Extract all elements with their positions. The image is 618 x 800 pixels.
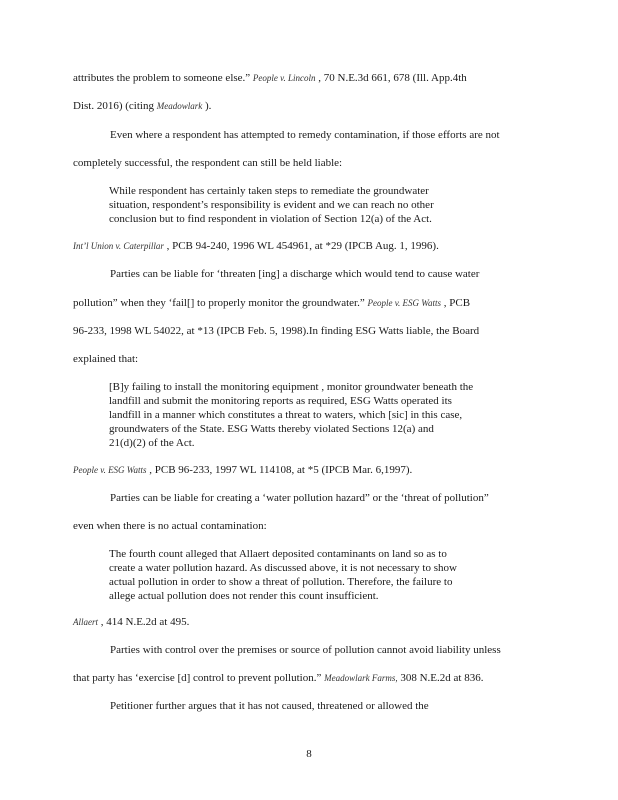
page-number: 8 <box>306 748 312 760</box>
text-line <box>73 72 467 85</box>
case-citation: Meadowlark <box>156 101 203 111</box>
quote-text: conclusion but to find respondent in violation of Section 12(a) of the Act. <box>109 213 432 225</box>
quote-text: create a water pollution hazard. As discussed above, it is not necessary to show <box>109 562 457 574</box>
quote-text: 21(d)(2) of the Act. <box>109 437 195 449</box>
body-text: Parties can be liable for creating a ‘water pollution hazard” or the ‘threat of pollution” <box>110 492 489 504</box>
text-line <box>73 353 138 366</box>
text-line <box>110 700 429 713</box>
text-line <box>73 520 267 533</box>
quote-text: landfill and submit the monitoring reports as required, ESG Watts operated its <box>109 395 452 407</box>
quote-line <box>109 381 473 394</box>
body-text: Petitioner further argues that it has not caused, threatened or allowed the <box>110 700 429 712</box>
body-text: ). <box>204 100 212 112</box>
quote-text: situation, respondent’s responsibility is evident and we can reach no other <box>109 199 434 211</box>
body-text: explained that: <box>73 353 139 365</box>
quote-line <box>109 213 432 226</box>
quote-text: While respondent has certainly taken steps to remediate the groundwater <box>109 185 429 197</box>
body-text: Parties can be liable for ‘threaten [ing] a discharge which would tend to cause water <box>110 268 480 280</box>
quote-text: groundwaters of the State. ESG Watts thereby violated Sections 12(a) and <box>109 423 434 435</box>
quote-text: [B]y failing to install the monitoring equipment , monitor groundwater beneath the <box>109 381 474 393</box>
quote-text: The fourth count alleged that Allaert deposited contaminants on land so as to <box>109 548 447 560</box>
case-citation: Meadowlark Farms, <box>324 673 398 683</box>
quote-text: allege actual pollution does not render this count insufficient. <box>109 590 379 602</box>
quote-line <box>109 409 462 422</box>
quote-text: actual pollution in order to show a threat of pollution. Therefore, the failure to <box>109 576 453 588</box>
case-citation: Allaert <box>73 617 98 627</box>
quote-line <box>109 395 452 408</box>
quote-line <box>109 437 195 450</box>
body-text: completely successful, the respondent can still be held liable: <box>73 157 343 169</box>
body-text: , 70 N.E.3d 661, 678 (Ill. App.4th <box>318 72 467 84</box>
body-text: 308 N.E.2d at 836. <box>400 672 484 684</box>
quote-line <box>109 576 452 589</box>
text-line <box>110 268 479 281</box>
body-text: that party has ‘exercise [d] control to prevent pollution.” <box>73 672 322 684</box>
text-line <box>110 492 489 505</box>
quote-line <box>109 590 379 603</box>
citation-line <box>73 464 412 477</box>
quote-line <box>109 423 434 436</box>
text-line <box>73 100 211 113</box>
quote-line <box>109 199 434 212</box>
text-line <box>73 297 470 310</box>
body-text: , PCB <box>443 297 471 309</box>
body-text: even when there is no actual contamination: <box>73 520 267 532</box>
body-text: pollution” when they ‘fail[] to properly monitor the groundwater.” <box>73 297 365 309</box>
body-text: Dist. 2016) (citing <box>73 100 154 112</box>
case-citation: Int’l Union v. Caterpillar <box>73 241 164 251</box>
text-line <box>110 644 501 657</box>
case-citation: People v. Lincoln <box>252 73 316 83</box>
body-text: Parties with control over the premises or source of pollution cannot avoid liability unless <box>110 644 501 656</box>
quote-line <box>109 185 429 198</box>
citation-text: , 414 N.E.2d at 495. <box>100 616 190 628</box>
text-line <box>110 129 500 142</box>
quote-line <box>109 548 447 561</box>
body-text: 96-233, 1998 WL 54022, at *13 (IPCB Feb. 5, 1998).In finding ESG Watts liable, the Board <box>73 325 480 337</box>
quote-text: landfill in a manner which constitutes a threat to waters, which [sic] in this case, <box>109 409 463 421</box>
citation-line <box>73 240 439 253</box>
citation-text: , PCB 96-233, 1997 WL 114108, at *5 (IPCB Mar. 6,1997). <box>149 464 413 476</box>
citation-line <box>73 616 189 629</box>
text-line <box>73 325 479 338</box>
text-line <box>73 157 342 170</box>
case-citation: People v. ESG Watts <box>73 465 147 475</box>
quote-line <box>109 562 457 575</box>
body-text: Even where a respondent has attempted to remedy contamination, if those efforts are not <box>110 129 500 141</box>
citation-text: , PCB 94-240, 1996 WL 454961, at *29 (IPCB Aug. 1, 1996). <box>166 240 439 252</box>
body-text: attributes the problem to someone else.” <box>73 72 251 84</box>
case-citation: People v. ESG Watts <box>367 298 441 308</box>
text-line <box>73 672 483 685</box>
